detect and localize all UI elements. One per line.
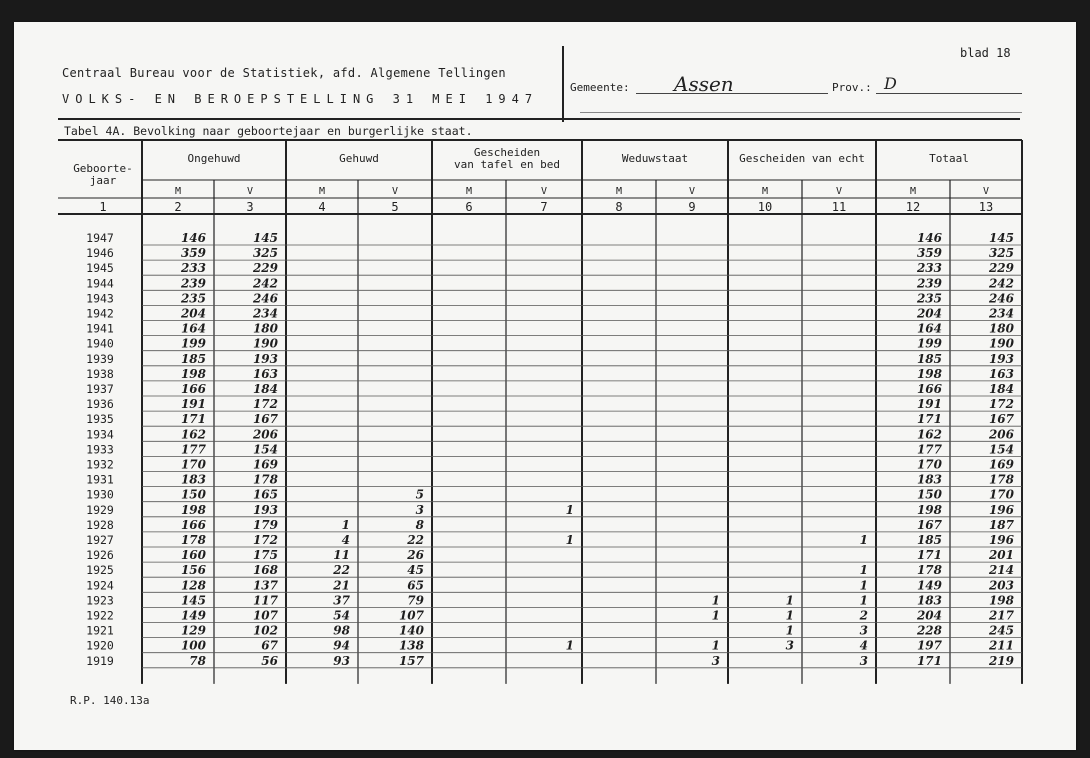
cell-value: 233 — [916, 261, 942, 276]
cell-value: 172 — [252, 397, 278, 412]
column-number: 3 — [246, 200, 254, 214]
cell-value: 198 — [180, 502, 206, 517]
cell-value: 170 — [180, 457, 206, 472]
group-header-label: van tafel en bed — [454, 158, 560, 171]
cell-value: 3 — [859, 623, 868, 638]
cell-value: 1 — [859, 578, 868, 593]
birth-year: 1947 — [86, 231, 114, 245]
cell-value: 4 — [859, 638, 868, 653]
column-number: 12 — [905, 200, 921, 214]
birth-year: 1935 — [86, 412, 114, 427]
cell-value: 164 — [180, 321, 206, 336]
cell-value: 185 — [180, 351, 206, 366]
cell-value: 150 — [916, 487, 942, 502]
cell-value: 170 — [988, 487, 1014, 502]
cell-value: 79 — [407, 593, 424, 608]
cell-value: 137 — [252, 578, 278, 593]
cell-value: 165 — [252, 487, 278, 502]
cell-value: 211 — [988, 638, 1014, 653]
cell-value: 5 — [415, 487, 424, 502]
cell-value: 1 — [859, 533, 868, 547]
sex-label: M — [318, 186, 326, 197]
cell-value: 167 — [988, 412, 1014, 427]
cell-value: 149 — [916, 578, 942, 593]
birth-year: 1929 — [86, 502, 114, 517]
cell-value: 183 — [180, 472, 206, 487]
sex-label: V — [835, 186, 843, 197]
cell-value: 191 — [180, 397, 206, 412]
birth-year: 1936 — [86, 397, 114, 412]
cell-value: 185 — [916, 533, 942, 547]
birth-year: 1924 — [86, 578, 114, 593]
column-number: 11 — [831, 200, 847, 214]
cell-value: 168 — [252, 563, 278, 578]
sex-label: M — [465, 186, 473, 197]
cell-value: 1 — [565, 502, 574, 517]
cell-value: 204 — [180, 306, 206, 321]
column-number: 4 — [318, 200, 326, 214]
cell-value: 78 — [189, 653, 206, 668]
cell-value: 157 — [398, 653, 424, 668]
column-number: 9 — [688, 200, 696, 214]
column-number: 2 — [174, 200, 182, 214]
cell-value: 172 — [252, 533, 278, 547]
sex-label: M — [761, 186, 769, 197]
group-header-label: Gescheiden van echt — [739, 152, 865, 165]
cell-value: 199 — [180, 336, 206, 351]
cell-value: 37 — [333, 593, 350, 608]
cell-value: 183 — [916, 593, 942, 608]
cell-value: 246 — [988, 291, 1014, 306]
census-form-sheet — [14, 22, 1076, 750]
cell-value: 229 — [988, 261, 1014, 276]
cell-value: 193 — [988, 351, 1014, 366]
cell-value: 193 — [252, 351, 278, 366]
cell-value: 235 — [180, 291, 206, 306]
cell-value: 177 — [180, 442, 206, 457]
cell-value: 171 — [916, 548, 942, 563]
cell-value: 172 — [988, 397, 1014, 412]
cell-value: 3 — [415, 502, 424, 517]
cell-value: 1 — [785, 608, 794, 623]
birth-year: 1926 — [86, 548, 114, 563]
birth-year: 1920 — [86, 638, 114, 653]
cell-value: 178 — [916, 563, 942, 578]
cell-value: 242 — [988, 276, 1014, 291]
cell-value: 196 — [988, 533, 1014, 547]
cell-value: 102 — [252, 623, 278, 638]
cell-value: 67 — [261, 638, 278, 653]
gemeente-label: Gemeente: — [570, 81, 630, 94]
cell-value: 22 — [407, 533, 424, 547]
gemeente-value: Assen — [674, 72, 734, 96]
cell-value: 180 — [988, 321, 1014, 336]
cell-value: 128 — [180, 578, 206, 593]
column-number: 13 — [978, 200, 994, 214]
cell-value: 178 — [180, 533, 206, 547]
birth-year: 1938 — [86, 366, 114, 381]
column-number: 7 — [540, 200, 548, 214]
cell-value: 166 — [916, 382, 942, 396]
birth-year: 1921 — [86, 623, 114, 638]
cell-value: 26 — [407, 548, 424, 563]
province-label: Prov.: — [832, 81, 872, 94]
column-number: 10 — [757, 200, 773, 214]
cell-value: 167 — [252, 412, 278, 427]
cell-value: 190 — [252, 336, 278, 351]
cell-value: 94 — [333, 638, 350, 653]
cell-value: 217 — [988, 608, 1014, 623]
column-number: 1 — [99, 200, 107, 214]
cell-value: 3 — [711, 653, 720, 668]
cell-value: 145 — [988, 231, 1014, 245]
group-header-label: Gescheiden — [473, 146, 541, 159]
birth-year: 1937 — [86, 382, 114, 396]
census-table — [14, 22, 1076, 750]
sheet-number: blad 18 — [960, 46, 1011, 60]
cell-value: 163 — [252, 366, 278, 381]
cell-value: 184 — [252, 382, 278, 396]
cell-value: 187 — [988, 517, 1014, 532]
cell-value: 245 — [988, 623, 1014, 638]
cell-value: 198 — [988, 593, 1014, 608]
cell-value: 175 — [252, 548, 278, 563]
sex-label: V — [246, 186, 254, 197]
cell-value: 160 — [180, 548, 206, 563]
cell-value: 166 — [180, 382, 206, 396]
group-header-label: Ongehuwd — [187, 152, 241, 165]
birth-year: 1932 — [86, 457, 114, 472]
cell-value: 191 — [916, 397, 942, 412]
cell-value: 156 — [180, 563, 206, 578]
cell-value: 206 — [252, 427, 278, 442]
sex-label: M — [909, 186, 917, 197]
cell-value: 162 — [180, 427, 206, 442]
cell-value: 1 — [785, 623, 794, 638]
birth-year: 1933 — [86, 442, 114, 457]
sex-label: M — [615, 186, 623, 197]
cell-value: 54 — [333, 608, 350, 623]
cell-value: 177 — [916, 442, 942, 457]
cell-value: 185 — [916, 351, 942, 366]
table-caption: Tabel 4A. Bevolking naar geboortejaar en burgerlijke staat. — [64, 124, 473, 138]
cell-value: 197 — [916, 638, 942, 653]
cell-value: 1 — [785, 593, 794, 608]
birth-year: 1931 — [86, 472, 114, 487]
cell-value: 98 — [333, 623, 350, 638]
cell-value: 171 — [916, 653, 942, 668]
census-title: VOLKS- EN BEROEPSTELLING 31 MEI 1947 — [62, 92, 539, 106]
cell-value: 1 — [711, 593, 720, 608]
cell-value: 1 — [341, 517, 350, 532]
cell-value: 239 — [180, 276, 206, 291]
cell-value: 145 — [252, 231, 278, 245]
birth-year: 1941 — [86, 321, 114, 336]
birth-year: 1923 — [86, 593, 114, 608]
birth-year: 1946 — [86, 246, 114, 261]
cell-value: 234 — [988, 306, 1014, 321]
province-value: D — [884, 74, 897, 93]
birth-year: 1928 — [86, 517, 114, 532]
cell-value: 325 — [252, 246, 278, 261]
column-number: 6 — [465, 200, 473, 214]
year-header: jaar — [89, 174, 117, 187]
cell-value: 228 — [916, 623, 942, 638]
cell-value: 183 — [916, 472, 942, 487]
cell-value: 180 — [252, 321, 278, 336]
cell-value: 169 — [988, 457, 1014, 472]
birth-year: 1922 — [86, 608, 114, 623]
birth-year: 1927 — [86, 533, 114, 547]
cell-value: 1 — [711, 608, 720, 623]
group-header-label: Gehuwd — [339, 152, 379, 165]
cell-value: 229 — [252, 261, 278, 276]
cell-value: 171 — [916, 412, 942, 427]
sex-label: V — [540, 186, 548, 197]
cell-value: 234 — [252, 306, 278, 321]
cell-value: 171 — [180, 412, 206, 427]
cell-value: 8 — [415, 517, 424, 532]
cell-value: 100 — [180, 638, 206, 653]
cell-value: 179 — [252, 517, 278, 532]
cell-value: 22 — [333, 563, 350, 578]
bureau-heading: Centraal Bureau voor de Statistiek, afd. Algemene Tellingen — [62, 66, 506, 80]
cell-value: 107 — [398, 608, 424, 623]
cell-value: 198 — [916, 502, 942, 517]
birth-year: 1945 — [86, 261, 114, 276]
column-number: 8 — [615, 200, 623, 214]
form-code: R.P. 140.13a — [70, 694, 150, 707]
cell-value: 359 — [916, 246, 942, 261]
birth-year: 1944 — [86, 276, 114, 291]
cell-value: 178 — [252, 472, 278, 487]
cell-value: 154 — [988, 442, 1014, 457]
cell-value: 163 — [988, 366, 1014, 381]
cell-value: 203 — [988, 578, 1014, 593]
cell-value: 167 — [916, 517, 942, 532]
birth-year: 1943 — [86, 291, 114, 306]
sex-label: M — [174, 186, 182, 197]
cell-value: 162 — [916, 427, 942, 442]
cell-value: 233 — [180, 261, 206, 276]
cell-value: 169 — [252, 457, 278, 472]
cell-value: 45 — [407, 563, 424, 578]
cell-value: 93 — [333, 653, 350, 668]
cell-value: 150 — [180, 487, 206, 502]
sex-label: V — [391, 186, 399, 197]
cell-value: 359 — [180, 246, 206, 261]
group-header-label: Totaal — [929, 152, 969, 165]
cell-value: 107 — [252, 608, 278, 623]
birth-year: 1934 — [86, 427, 114, 442]
cell-value: 190 — [988, 336, 1014, 351]
cell-value: 1 — [711, 638, 720, 653]
cell-value: 164 — [916, 321, 942, 336]
cell-value: 145 — [180, 593, 206, 608]
cell-value: 201 — [988, 548, 1014, 563]
cell-value: 196 — [988, 502, 1014, 517]
cell-value: 204 — [916, 608, 942, 623]
cell-value: 242 — [252, 276, 278, 291]
cell-value: 65 — [407, 578, 424, 593]
group-header-label: Weduwstaat — [621, 152, 689, 165]
cell-value: 146 — [916, 231, 942, 245]
birth-year: 1940 — [86, 336, 114, 351]
cell-value: 1 — [859, 593, 868, 608]
cell-value: 129 — [180, 623, 206, 638]
cell-value: 239 — [916, 276, 942, 291]
cell-value: 21 — [333, 578, 350, 593]
cell-value: 2 — [859, 608, 868, 623]
birth-year: 1942 — [86, 306, 114, 321]
cell-value: 138 — [398, 638, 424, 653]
year-header: Geboorte- — [73, 162, 133, 175]
birth-year: 1930 — [86, 487, 114, 502]
cell-value: 198 — [180, 366, 206, 381]
cell-value: 1 — [565, 638, 574, 653]
cell-value: 199 — [916, 336, 942, 351]
cell-value: 1 — [859, 563, 868, 578]
column-number: 5 — [391, 200, 399, 214]
cell-value: 11 — [333, 548, 350, 563]
sex-label: V — [982, 186, 990, 197]
cell-value: 1 — [565, 533, 574, 547]
birth-year: 1939 — [86, 351, 114, 366]
cell-value: 170 — [916, 457, 942, 472]
cell-value: 140 — [398, 623, 424, 638]
cell-value: 3 — [785, 638, 794, 653]
cell-value: 3 — [859, 653, 868, 668]
cell-value: 206 — [988, 427, 1014, 442]
cell-value: 219 — [988, 653, 1014, 668]
cell-value: 246 — [252, 291, 278, 306]
cell-value: 193 — [252, 502, 278, 517]
cell-value: 146 — [180, 231, 206, 245]
cell-value: 184 — [988, 382, 1014, 396]
cell-value: 4 — [341, 533, 350, 547]
birth-year: 1919 — [86, 653, 114, 668]
cell-value: 235 — [916, 291, 942, 306]
cell-value: 56 — [261, 653, 278, 668]
cell-value: 214 — [988, 563, 1014, 578]
cell-value: 166 — [180, 517, 206, 532]
cell-value: 149 — [180, 608, 206, 623]
cell-value: 178 — [988, 472, 1014, 487]
sex-label: V — [688, 186, 696, 197]
cell-value: 204 — [916, 306, 942, 321]
cell-value: 325 — [988, 246, 1014, 261]
cell-value: 198 — [916, 366, 942, 381]
cell-value: 117 — [252, 593, 278, 608]
cell-value: 154 — [252, 442, 278, 457]
birth-year: 1925 — [86, 563, 114, 578]
